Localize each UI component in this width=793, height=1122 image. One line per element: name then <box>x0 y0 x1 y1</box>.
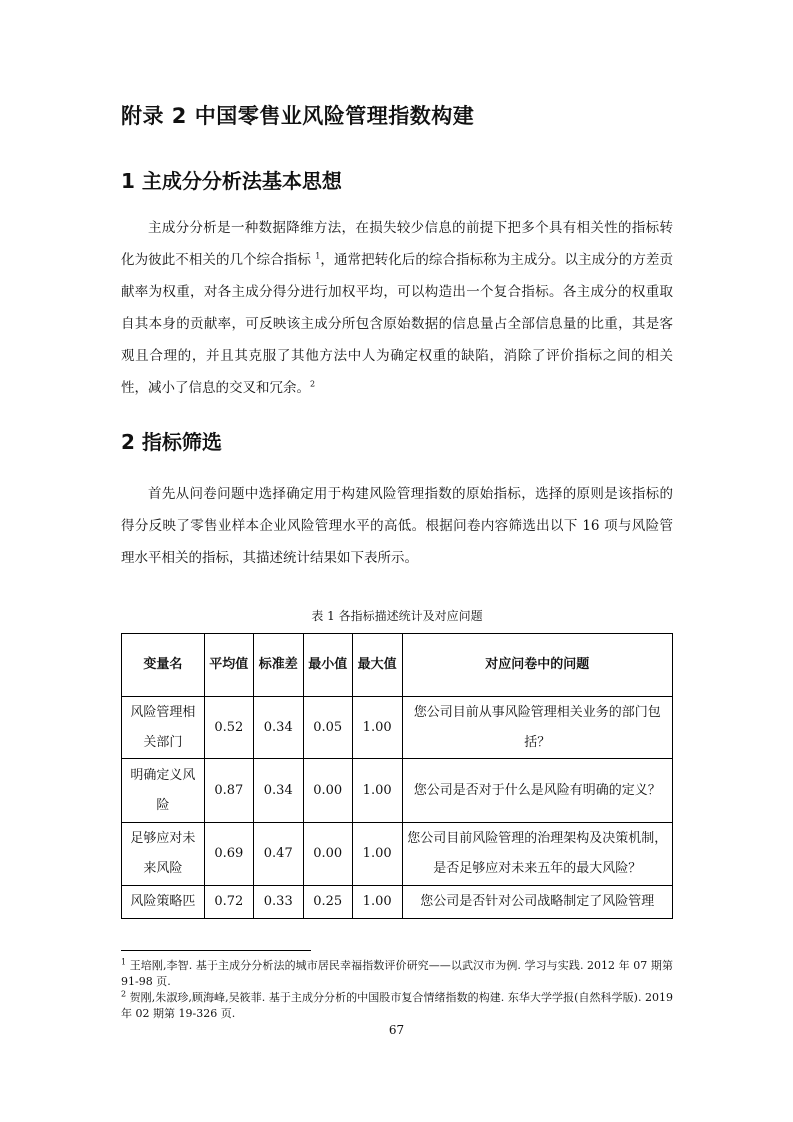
footnote-2 <box>121 990 673 1022</box>
cell-min: 0.25 <box>303 886 352 919</box>
footnote-divider <box>121 950 311 951</box>
cell-question: 您公司是否针对公司战略制定了风险管理 <box>402 886 672 919</box>
cell-max: 1.00 <box>352 697 402 759</box>
section-1-title: 1 主成分分析法基本思想 <box>121 169 342 193</box>
cell-min: 0.00 <box>303 759 352 823</box>
stats-table <box>121 633 673 919</box>
col-header-std: 标准差 <box>253 634 303 697</box>
cell-std: 0.33 <box>253 886 303 919</box>
footnote-2-text: 贺刚,朱淑珍,顾海峰,吴筱菲. 基于主成分分析的中国股市复合情绪指数的构建. 东华大学学报(自然科学版). 2019 年 02 期第 19-326 页. <box>121 991 673 1020</box>
footnote-ref-1: 1 <box>315 251 321 261</box>
section-1-paragraph <box>121 212 673 404</box>
cell-min: 0.05 <box>303 697 352 759</box>
cell-mean: 0.72 <box>204 886 253 919</box>
cell-max: 1.00 <box>352 886 402 919</box>
footnote-2-number: 2 <box>121 989 127 999</box>
cell-mean: 0.69 <box>204 823 253 886</box>
cell-question: 您公司是否对于什么是风险有明确的定义？ <box>402 759 672 823</box>
footnote-1-text: 王培刚,李智. 基于主成分分析法的城市居民幸福指数评价研究——以武汉市为例. 学习与实践. 2012 年 07 期第 91-98 页. <box>121 959 673 988</box>
table-header-row <box>122 634 673 697</box>
table-row <box>122 759 673 823</box>
cell-min: 0.00 <box>303 823 352 886</box>
footnote-1 <box>121 958 673 990</box>
cell-max: 1.00 <box>352 823 402 886</box>
cell-question: 您公司目前从事风险管理相关业务的部门包括？ <box>402 697 672 759</box>
col-header-variable: 变量名 <box>122 634 205 697</box>
cell-variable: 风险管理相关部门 <box>122 697 205 759</box>
col-header-mean: 平均值 <box>204 634 253 697</box>
appendix-title: 附录 2 中国零售业风险管理指数构建 <box>121 104 475 128</box>
section-2-title: 2 指标筛选 <box>121 430 222 454</box>
page-number: 67 <box>388 1023 405 1037</box>
section-1-text-b: ，通常把转化后的综合指标称为主成分。以主成分的方差贡献率为权重，对各主成分得分进行加权平均，可以构造出一个复合指标。各主成分的权重取自其本身的贡献率，可反映该主成分所包含原始数据的信息量占全部信息量的比重，其是客观且合理的，并且其克服了其他方法中人为确定权重的缺陷，消除了评价指标之间的相关性，减小了信息的交叉和冗余。 <box>121 252 673 396</box>
footnotes <box>121 958 673 1022</box>
footnote-1-number: 1 <box>121 957 127 967</box>
section-2-paragraph: 首先从问卷问题中选择确定用于构建风险管理指数的原始指标，选择的原则是该指标的得分反映了零售业样本企业风险管理水平的高低。根据问卷内容筛选出以下 16 项与风险管理水平相关的指标，其描述统计结果如下表所示。 <box>121 486 673 566</box>
table-row <box>122 823 673 886</box>
table-row <box>122 697 673 759</box>
cell-variable: 明确定义风险 <box>122 759 205 823</box>
table-row <box>122 886 673 919</box>
cell-question: 您公司目前风险管理的治理架构及决策机制，是否足够应对未来五年的最大风险？ <box>402 823 672 886</box>
cell-mean: 0.87 <box>204 759 253 823</box>
col-header-max: 最大值 <box>352 634 402 697</box>
cell-std: 0.34 <box>253 697 303 759</box>
cell-variable: 足够应对未来风险 <box>122 823 205 886</box>
cell-std: 0.47 <box>253 823 303 886</box>
footnote-ref-2: 2 <box>310 379 316 389</box>
cell-max: 1.00 <box>352 759 402 823</box>
cell-std: 0.34 <box>253 759 303 823</box>
section-1-text-a: 主成分分析是一种数据降维方法，在损失较少信息的前提下把多个具有相关性的指标转化为彼此不相关的几个综合指标 <box>121 220 673 268</box>
table-caption: 表 1 各指标描述统计及对应问题 <box>311 609 483 623</box>
cell-variable: 风险策略匹 <box>122 886 205 919</box>
cell-mean: 0.52 <box>204 697 253 759</box>
col-header-question: 对应问卷中的问题 <box>402 634 672 697</box>
col-header-min: 最小值 <box>303 634 352 697</box>
